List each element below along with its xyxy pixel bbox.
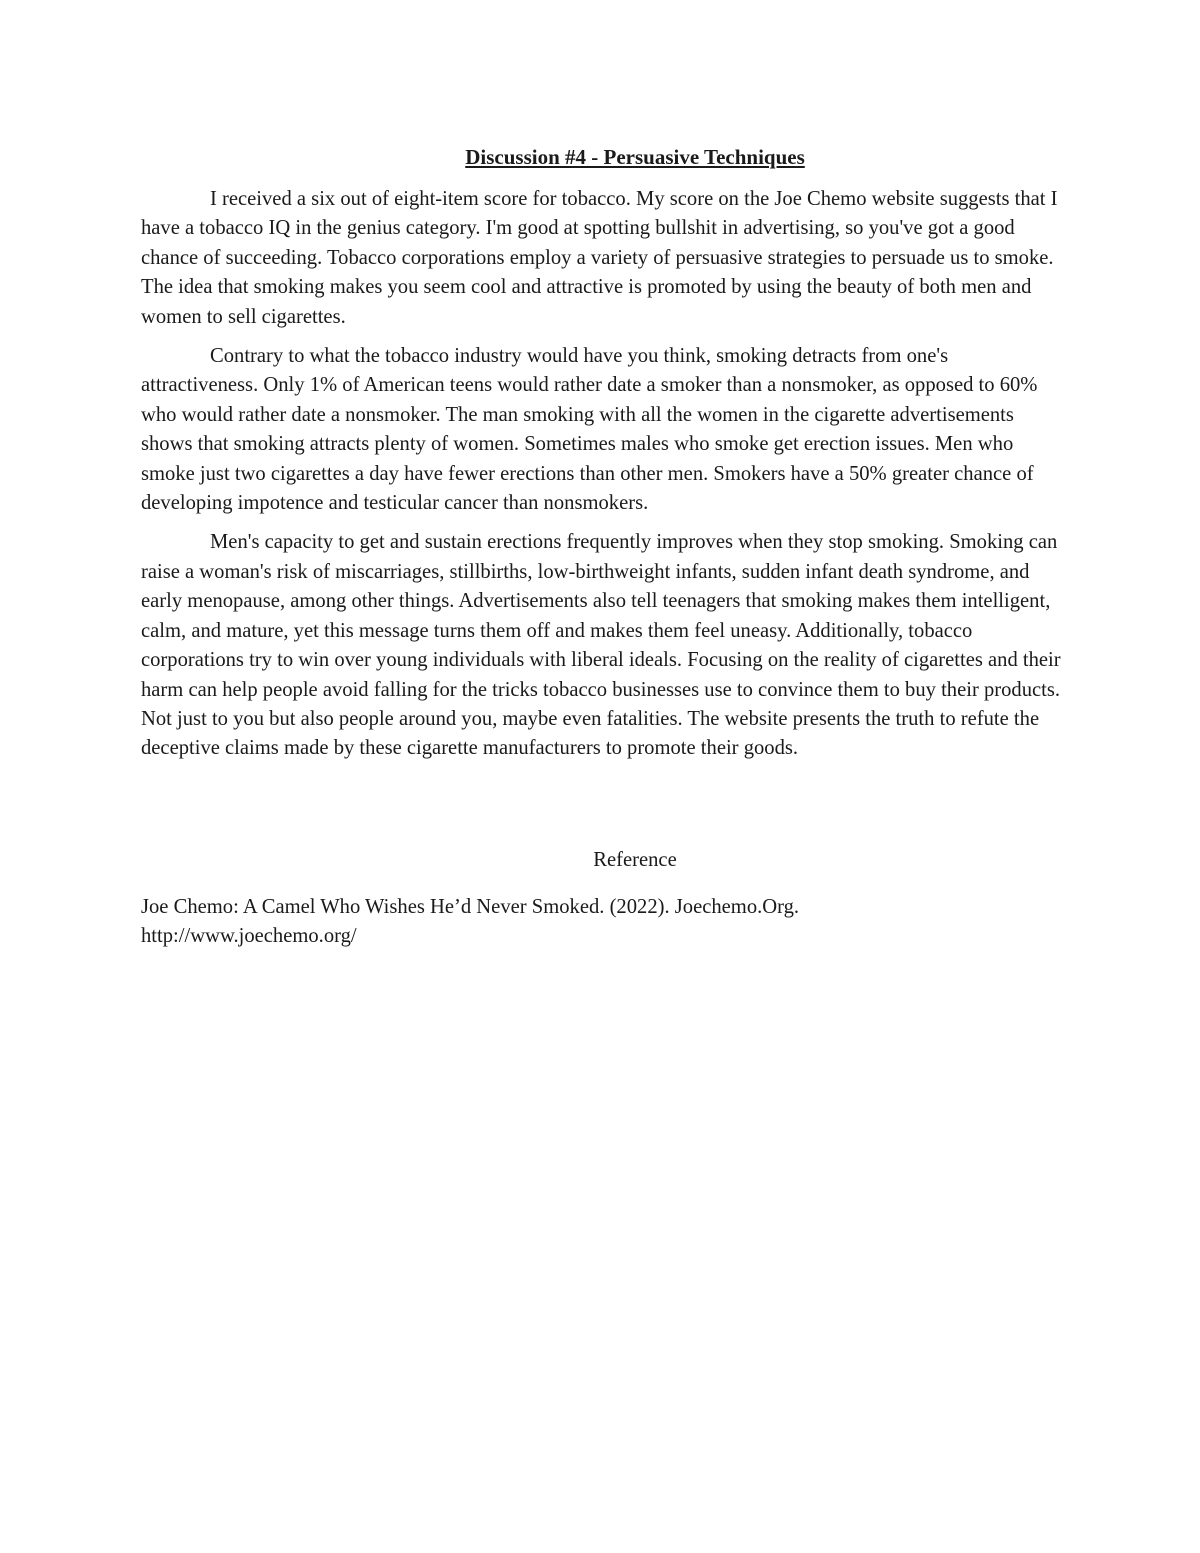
reference-url: http://www.joechemo.org/	[141, 925, 357, 948]
reference-heading: Reference	[593, 849, 677, 871]
paragraph-1: I received a six out of eight-item score for tobacco. My score on the Joe Chemo website suggests that I have a tobacco IQ in the genius category. I'm good at spotting bullshit in advertising, so you've got a good chance of succeeding. Tobacco corporations employ a variety of persuasive strategies to persuade us to smoke. The idea that smoking makes you seem cool and attractive is promoted by using the beauty of both men and women to sell cigarettes.	[141, 188, 1058, 328]
document-title: Discussion #4 - Persuasive Techniques	[465, 145, 805, 169]
paragraph-2: Contrary to what the tobacco industry would have you think, smoking detracts from one's attractiveness. Only 1% of American teens would rather date a smoker than a nonsmoker, as opposed to 60% who would rather date a nonsmoker. The man smoking with all the women in the cigarette advertisements shows that smoking attracts plenty of women. Sometimes males who smoke get erection issues. Men who smoke just two cigarettes a day have fewer erections than other men. Smokers have a 50% greater chance of developing impotence and testicular cancer than nonsmokers.	[141, 345, 1038, 515]
document-body	[141, 185, 1063, 774]
reference-entry	[141, 893, 1063, 952]
reference-citation: Joe Chemo: A Camel Who Wishes He’d Never Smoked. (2022). Joechemo.Org.	[141, 896, 800, 918]
paragraph-3: Men's capacity to get and sustain erections frequently improves when they stop smoking. Smoking can raise a woman's risk of miscarriages, stillbirths, low-birthweight infants, sudden infant death syndrome, and early menopause, among other things. Advertisements also tell teenagers that smoking makes them intelligent, calm, and mature, yet this message turns them off and makes them feel uneasy. Additionally, tobacco corporations try to win over young individuals with liberal ideals. Focusing on the reality of cigarettes and their harm can help people avoid falling for the tricks tobacco businesses use to convince them to buy their products. Not just to you but also people around you, maybe even fatalities. The website presents the truth to refute the deceptive claims made by these cigarette manufacturers to promote their goods.	[141, 531, 1061, 760]
